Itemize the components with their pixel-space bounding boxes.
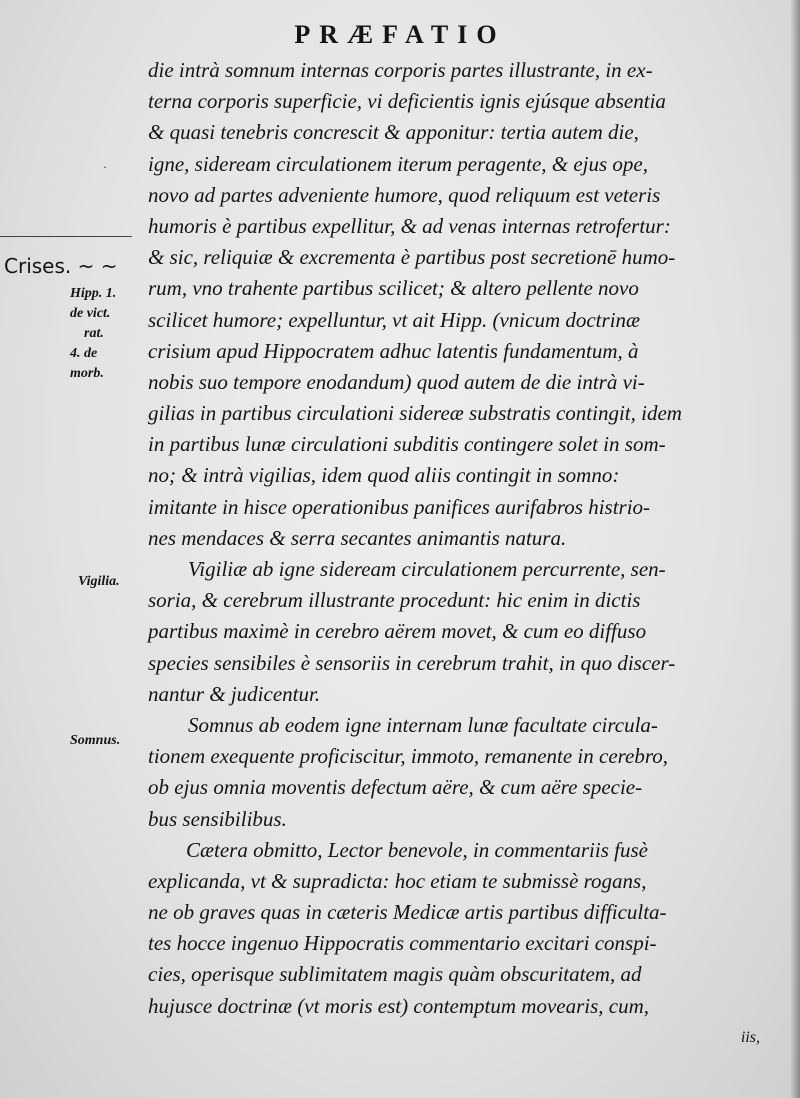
text-line: & quasi tenebris concrescit & apponitur: tertia autem die, — [148, 120, 639, 145]
margin-dot: · — [103, 160, 107, 174]
text-line: gilias in partibus circulationi sidereæ substratis contingit, idem — [148, 401, 682, 426]
margin-rule — [0, 236, 132, 237]
margin-note-line: Hipp. 1. — [70, 286, 117, 301]
text-line: ob ejus omnia moventis defectum aëre, & cum aëre specie- — [148, 775, 643, 800]
margin-note-hippocrates — [70, 284, 140, 384]
text-line: bus sensibilibus. — [148, 806, 287, 831]
text-line: imitante in hisce operationibus panifices aurifabros histrio- — [148, 494, 651, 519]
text-line: nobis suo tempore enodandum) quod autem de die intrà vi- — [148, 369, 645, 394]
margin-note-crises: Crises. ~ ~ — [4, 254, 118, 278]
text-line: nes mendaces & serra secantes animantis natura. — [148, 525, 567, 550]
catchword: iis, — [740, 1028, 760, 1046]
margin-note-vigilia: Vigilia. — [78, 574, 120, 589]
text-line: hujusce doctrinæ (vt moris est) contemptum movearis, cum, — [148, 993, 649, 1018]
text-line: cies, operisque sublimitatem magis quàm obscuritatem, ad — [148, 962, 642, 987]
margin-note-line: de vict. — [70, 306, 111, 321]
text-line: terna corporis superficie, vi deficientis ignis ejúsque absentia — [148, 89, 666, 114]
margin-note-line: rat. — [84, 326, 104, 341]
text-line: die intrà somnum internas corporis partes illustrante, in ex- — [148, 58, 653, 82]
margin-note-line: morb. — [70, 366, 104, 381]
paragraph-start-line: Cætera obmitto, Lector benevole, in commentariis fusè — [186, 837, 648, 862]
text-line: ne ob graves quas in cæteris Medicæ artis partibus difficulta- — [148, 900, 667, 925]
text-line: novo ad partes adveniente humore, quod reliquum est veteris — [148, 182, 661, 207]
text-line: species sensibiles è sensoriis in cerebrum trahit, in quo discer- — [148, 650, 676, 675]
text-line: scilicet humore; expelluntur, vt ait Hipp. (vnicum doctrinæ — [148, 307, 641, 332]
text-line: rum, vno trahente partibus scilicet; & altero pellente novo — [148, 276, 639, 301]
text-line: in partibus lunæ circulationi subditis contingere solet in som- — [148, 432, 666, 457]
paragraph-start-line: Vigiliæ ab igne sideream circulationem percurrente, sen- — [188, 557, 666, 581]
body-text — [148, 55, 768, 1053]
margin-note-line: 4. de — [70, 346, 98, 361]
text-line: & sic, reliquiæ & excrementa è partibus post secretionē humo- — [148, 245, 676, 270]
page-header: PRÆFATIO — [294, 20, 506, 49]
page-edge-shadow — [790, 0, 800, 1098]
text-line: no; & intrà vigilias, idem quod aliis contingit in somno: — [148, 463, 620, 488]
text-line: explicanda, vt & supradicta: hoc etiam te submissè rogans, — [148, 868, 647, 893]
text-line: igne, sideream circulationem iterum peragente, & ejus ope, — [148, 151, 649, 176]
margin-note-somnus: Somnus. — [70, 733, 121, 748]
paragraph-start-line: Somnus ab eodem igne internam lunæ facultate circula- — [188, 712, 658, 737]
text-line: partibus maximè in cerebro aërem movet, & cum eo diffuso — [148, 619, 647, 644]
text-line: nantur & judicentur. — [148, 681, 321, 706]
text-line: tes hocce ingenuo Hippocratis commentario excitari conspi- — [148, 931, 657, 956]
text-line: humoris è partibus expellitur, & ad venas internas retrofertur: — [148, 213, 671, 238]
text-line: crisium apud Hippocratem adhuc latentis fundamentum, à — [148, 338, 639, 363]
text-line: soria, & cerebrum illustrante procedunt: hic enim in dictis — [148, 588, 641, 613]
text-line: tionem exequente proficiscitur, immoto, remanente in cerebro, — [148, 744, 669, 769]
